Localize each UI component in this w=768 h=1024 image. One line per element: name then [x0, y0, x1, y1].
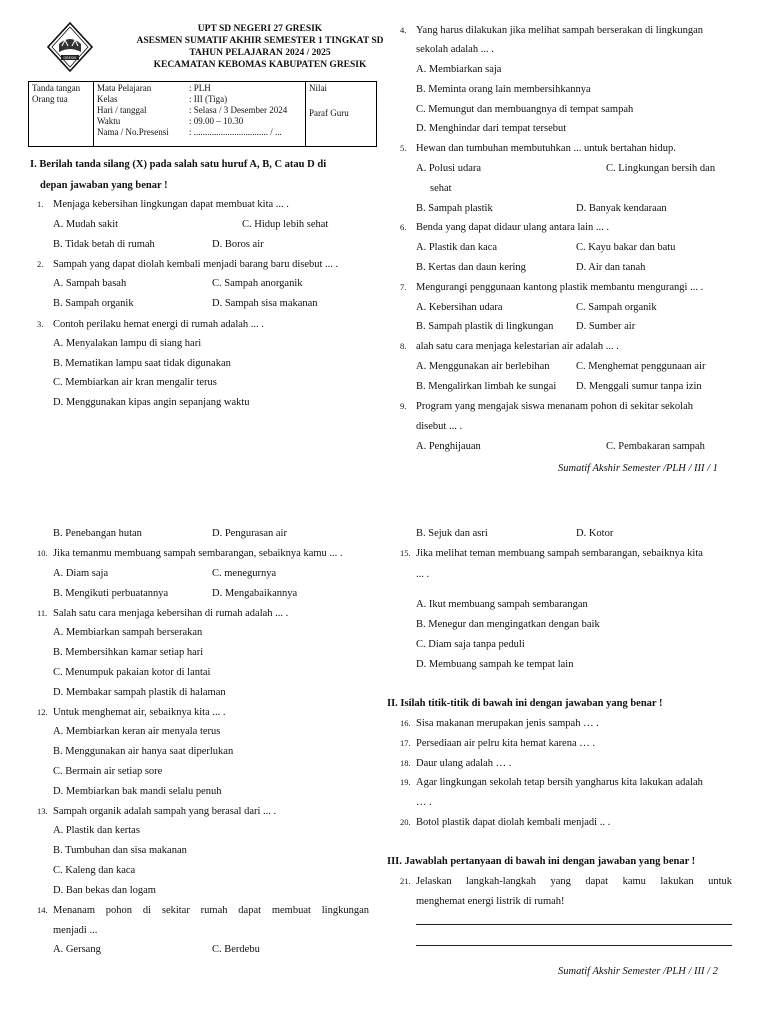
section-2-title: II. Isilah titik-titik di bawah ini dengan jawaban yang benar !	[387, 698, 663, 709]
question-text: Yang harus dilakukan jika melihat sampah berserakan di lingkungan	[416, 25, 704, 36]
name-label: Nama / No.Presensi	[97, 127, 169, 137]
q5-option-c[interactable]: C. Lingkungan bersih dan	[606, 163, 716, 174]
section-1-title-line1: I. Berilah tanda silang (X) pada salah satu huruf A, B, C atau D di	[30, 159, 327, 170]
q8-option-d[interactable]: D. Menggali sumur tanpa izin	[576, 381, 702, 392]
question-9-cont: disebut ... .	[416, 421, 463, 432]
q9-option-c[interactable]: C. Pembakaran sampah	[606, 441, 705, 452]
q14-option-b[interactable]: B. Sejuk dan asri	[416, 528, 488, 539]
question-number: 8.	[400, 341, 407, 351]
question-text: Sisa makanan merupakan jenis sampah … .	[416, 718, 599, 729]
question-21-cont: menghemat energi listrik di rumah!	[416, 896, 565, 907]
question-13	[37, 805, 276, 818]
identity-table	[28, 81, 377, 147]
question-number: 11.	[37, 608, 48, 618]
question-21	[400, 875, 732, 888]
subject-value: : PLH	[189, 83, 211, 93]
question-number: 6.	[400, 222, 407, 232]
question-19	[400, 776, 703, 789]
class-label: Kelas	[97, 94, 118, 104]
q6-option-d[interactable]: D. Air dan tanah	[576, 262, 646, 273]
question-5	[400, 142, 676, 155]
question-number: 9.	[400, 401, 407, 411]
question-number: 16.	[400, 718, 411, 728]
q5-option-d[interactable]: D. Banyak kendaraan	[576, 203, 667, 214]
name-value: : ................................. / ...	[189, 127, 282, 137]
time-value: : 09.00 – 10.30	[189, 116, 244, 126]
question-text: Contoh perilaku hemat energi di rumah adalah ... .	[53, 319, 264, 330]
subject-details-cell	[94, 82, 306, 147]
q3-option-b[interactable]: B. Mematikan lampu saat tidak digunakan	[53, 358, 231, 369]
question-10	[37, 547, 343, 560]
logo-text: GRESIK	[63, 56, 77, 61]
question-number: 21.	[400, 876, 411, 886]
exam-title: ASESMEN SUMATIF AKHIR SEMESTER 1 TINGKAT SD	[136, 36, 384, 46]
question-text: Untuk menghemat air, sebaiknya kita ... .	[53, 707, 226, 718]
question-7	[400, 281, 703, 294]
q1-option-c[interactable]: C. Hidup lebih sehat	[242, 219, 329, 230]
question-14	[37, 904, 369, 917]
q3-option-d[interactable]: D. Menggunakan kipas angin sepanjang waktu	[53, 397, 250, 408]
question-text: Persediaan air pelru kita hemat karena … .	[416, 738, 596, 749]
question-text: Hewan dan tumbuhan membutuhkan ... untuk bertahan hidup.	[416, 143, 676, 154]
q15-option-d[interactable]: D. Membuang sampah ke tempat lain	[416, 659, 574, 670]
q4-option-c[interactable]: C. Memungut dan membuangnya di tempat sampah	[416, 104, 634, 115]
q10-option-c[interactable]: C. menegurnya	[212, 568, 277, 579]
section-3-title: III. Jawablah pertanyaan di bawah ini dengan jawaban yang benar !	[387, 856, 696, 867]
q9-option-b[interactable]: B. Penebangan hutan	[53, 528, 142, 539]
time-label: Waktu	[97, 116, 121, 126]
question-12	[37, 706, 226, 719]
question-text: Menjaga kebersihan lingkungan dapat membuat kita ... .	[53, 199, 289, 210]
question-number: 3.	[37, 319, 44, 329]
school-logo	[47, 22, 93, 72]
q7-option-c[interactable]: C. Sampah organik	[576, 302, 657, 313]
question-number: 15.	[400, 548, 411, 558]
date-label: Hari / tanggal	[97, 105, 147, 115]
q2-option-a[interactable]: A. Sampah basah	[53, 278, 127, 289]
question-number: 13.	[37, 806, 48, 816]
question-number: 10.	[37, 548, 48, 558]
score-cell	[306, 82, 377, 147]
q4-option-a[interactable]: A. Membiarkan saja	[416, 64, 502, 75]
question-number: 1.	[37, 199, 44, 209]
question-text: alah satu cara menjaga kelestarian air adalah ... .	[416, 341, 619, 352]
question-text: Jelaskan langkah-langkah yang dapat kamu lakukan untuk	[416, 876, 732, 887]
q1-option-b[interactable]: B. Tidak betah di rumah	[53, 239, 155, 250]
q11-option-c[interactable]: C. Menumpuk pakaian kotor di lantai	[53, 667, 211, 678]
q12-option-d[interactable]: D. Membiarkan bak mandi selalu penuh	[53, 786, 222, 797]
question-text: Jika temanmu membuang sampah sembarangan, sebaiknya kamu ... .	[53, 548, 343, 559]
question-3	[37, 318, 264, 331]
q4-option-d[interactable]: D. Menghindar dari tempat tersebut	[416, 123, 567, 134]
question-20	[400, 816, 610, 829]
q7-option-b[interactable]: B. Sampah plastik di lingkungan	[416, 321, 554, 332]
question-number: 18.	[400, 758, 411, 768]
question-15	[400, 547, 703, 560]
class-value: : III (Tiga)	[189, 94, 228, 104]
question-number: 5.	[400, 143, 407, 153]
question-18	[400, 757, 511, 770]
page-2-footer: Sumatif Akshir Semester /PLH / III / 2	[558, 966, 718, 977]
question-8	[400, 340, 619, 353]
question-15-cont: ... .	[416, 569, 430, 580]
q5-option-c-cont: sehat	[430, 183, 452, 194]
question-6	[400, 221, 609, 234]
q6-option-b[interactable]: B. Kertas dan daun kering	[416, 262, 526, 273]
school-year: TAHUN PELAJARAN 2024 / 2025	[189, 48, 331, 58]
question-number: 20.	[400, 817, 411, 827]
question-9	[400, 400, 693, 413]
question-1	[37, 198, 289, 211]
q11-option-b[interactable]: B. Membersihkan kamar setiap hari	[53, 647, 204, 658]
question-text: Jika melihat teman membuang sampah sembarangan, sebaiknya kita	[416, 548, 703, 559]
parent-label: Orang tua	[32, 94, 68, 104]
q15-option-a[interactable]: A. Ikut membuang sampah sembarangan	[416, 599, 588, 610]
q11-option-a[interactable]: A. Membiarkan sampah berserakan	[53, 627, 203, 638]
q2-option-d[interactable]: D. Sampah sisa makanan	[212, 298, 318, 309]
q10-option-a[interactable]: A. Diam saja	[53, 568, 109, 579]
question-2	[37, 258, 338, 271]
question-text: Benda yang dapat didaur ulang antara lain ... .	[416, 222, 610, 233]
question-text: Menanam pohon di sekitar rumah dapat membuat lingkungan	[53, 905, 369, 916]
q5-option-a[interactable]: A. Polusi udara	[416, 163, 482, 174]
teacher-signature-label: Paraf Guru	[309, 108, 349, 118]
question-number: 2.	[37, 259, 44, 269]
q14-option-a[interactable]: A. Gersang	[53, 944, 101, 955]
question-4	[400, 24, 703, 37]
parent-signature-cell	[29, 82, 94, 147]
question-text: Mengurangi penggunaan kantong plastik membantu mengurangi ... .	[416, 282, 704, 293]
school-name: UPT SD NEGERI 27 GRESIK	[197, 24, 323, 34]
parent-signature-label: Tanda tangan	[32, 83, 81, 93]
question-16	[400, 717, 599, 730]
q14-option-d[interactable]: D. Kotor	[576, 528, 614, 539]
q3-option-c[interactable]: C. Membiarkan air kran mengalir terus	[53, 377, 217, 388]
q7-option-a[interactable]: A. Kebersihan udara	[416, 302, 503, 313]
q6-option-c[interactable]: C. Kayu bakar dan batu	[576, 242, 676, 253]
q15-option-b[interactable]: B. Menegur dan mengingatkan dengan baik	[416, 619, 600, 630]
question-17	[400, 737, 595, 750]
question-text: Program yang mengajak siswa menanam pohon di sekitar sekolah	[416, 401, 694, 412]
q6-option-a[interactable]: A. Plastik dan kaca	[416, 242, 498, 253]
q8-option-b[interactable]: B. Mengalirkan limbah ke sungai	[416, 381, 557, 392]
q9-option-d[interactable]: D. Pengurasan air	[212, 528, 287, 539]
q11-option-d[interactable]: D. Membakar sampah plastik di halaman	[53, 687, 226, 698]
question-text: Agar lingkungan sekolah tetap bersih yangharus kita lakukan adalah	[416, 777, 703, 788]
q13-option-b[interactable]: B. Tumbuhan dan sisa makanan	[53, 845, 187, 856]
q1-option-d[interactable]: D. Boros air	[212, 239, 264, 250]
q14-option-c[interactable]: C. Berdebu	[212, 944, 260, 955]
question-text: Daur ulang adalah … .	[416, 758, 512, 769]
answer-line-2[interactable]	[416, 945, 732, 946]
q15-option-c[interactable]: C. Diam saja tanpa peduli	[416, 639, 525, 650]
question-text: Sampah yang dapat diolah kembali menjadi barang baru disebut ... .	[53, 259, 339, 270]
question-19-cont: … .	[416, 797, 432, 808]
question-4-cont: sekolah adalah ... .	[416, 44, 494, 55]
question-text: Botol plastik dapat diolah kembali menjadi .. .	[416, 817, 611, 828]
district: KECAMATAN KEBOMAS KABUPATEN GRESIK	[153, 60, 367, 70]
question-number: 17.	[400, 738, 411, 748]
q5-option-b[interactable]: B. Sampah plastik	[416, 203, 493, 214]
q10-option-b[interactable]: B. Mengikuti perbuatannya	[53, 588, 169, 599]
q13-option-a[interactable]: A. Plastik dan kertas	[53, 825, 140, 836]
question-14-cont: menjadi ...	[53, 925, 98, 936]
q2-option-c[interactable]: C. Sampah anorganik	[212, 278, 303, 289]
date-value: : Selasa / 3 Desember 2024	[189, 105, 288, 115]
q12-option-b[interactable]: B. Menggunakan air hanya saat diperlukan	[53, 746, 234, 757]
q8-option-c[interactable]: C. Menghemat penggunaan air	[576, 361, 706, 372]
q2-option-b[interactable]: B. Sampah organik	[53, 298, 134, 309]
q7-option-d[interactable]: D. Sumber air	[576, 321, 636, 332]
q12-option-a[interactable]: A. Membiarkan keran air menyala terus	[53, 726, 221, 737]
q4-option-b[interactable]: B. Meminta orang lain membersihkannya	[416, 84, 591, 95]
question-text: Salah satu cara menjaga kebersihan di rumah adalah ... .	[53, 608, 289, 619]
q13-option-d[interactable]: D. Ban bekas dan logam	[53, 885, 156, 896]
subject-label: Mata Pelajaran	[97, 83, 152, 93]
q13-option-c[interactable]: C. Kaleng dan kaca	[53, 865, 136, 876]
question-number: 14.	[37, 905, 48, 915]
q9-option-a[interactable]: A. Penghijauan	[416, 441, 481, 452]
question-11	[37, 607, 288, 620]
q1-option-a[interactable]: A. Mudah sakit	[53, 219, 119, 230]
question-number: 7.	[400, 282, 407, 292]
question-number: 12.	[37, 707, 48, 717]
q8-option-a[interactable]: A. Menggunakan air berlebihan	[416, 361, 550, 372]
section-1-title-line2: depan jawaban yang benar !	[40, 180, 168, 191]
answer-line-1[interactable]	[416, 924, 732, 925]
page-1-footer: Sumatif Akshir Semester /PLH / III / 1	[558, 463, 718, 474]
question-number: 4.	[400, 25, 407, 35]
q3-option-a[interactable]: A. Menyalakan lampu di siang hari	[53, 338, 202, 349]
question-number: 19.	[400, 777, 411, 787]
q12-option-c[interactable]: C. Bermain air setiap sore	[53, 766, 163, 777]
question-text: Sampah organik adalah sampah yang berasal dari ... .	[53, 806, 277, 817]
q10-option-d[interactable]: D. Mengabaikannya	[212, 588, 298, 599]
score-label: Nilai	[309, 83, 327, 93]
